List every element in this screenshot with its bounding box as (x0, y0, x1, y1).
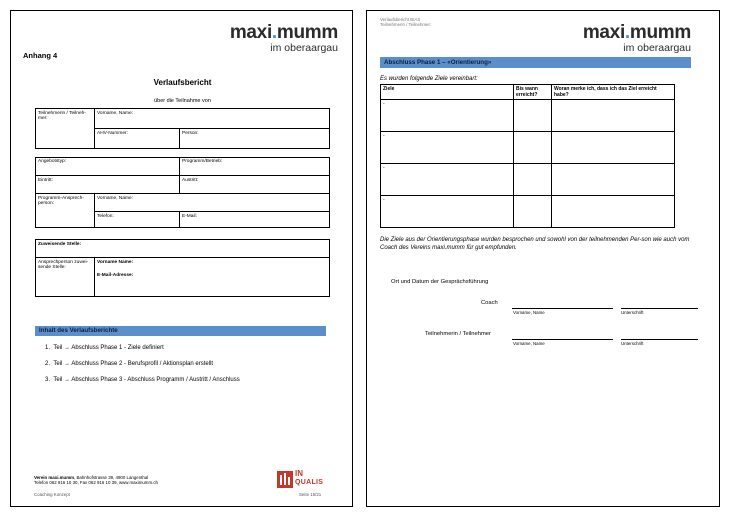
coach-signature-line[interactable] (621, 308, 698, 309)
criteria-cell[interactable] (552, 164, 675, 196)
ahv-number-label: AHV-Nummer: (97, 131, 128, 136)
agreement-statement: Die Ziele aus der Orientierungsphase wurden besprochen und sowohl von der teilnehmenden Per-son wie auch vom Coach des Vereins maxi.mumm für gut empfunden. (380, 237, 690, 251)
document-page-1 (10, 10, 353, 507)
coach-name-line[interactable] (512, 308, 613, 309)
participant-name-line[interactable] (512, 339, 613, 340)
goal-cell[interactable]: - (381, 100, 514, 132)
column-header-deadline: Bis wann erreicht? (514, 85, 552, 100)
contents-item: 3. Teil → Abschluss Phase 3 - Abschluss Programm / Austritt / Anschluss (45, 377, 240, 383)
goal-cell[interactable]: - (381, 196, 514, 228)
goal-cell[interactable]: - (381, 164, 514, 196)
email-label: E-Mail: (182, 214, 197, 219)
document-subtitle: über die Teilnahme von (154, 98, 211, 104)
goal-cell[interactable]: - (381, 132, 514, 164)
participant-name-label: Vorname, Name: (97, 111, 133, 116)
deadline-cell[interactable] (514, 164, 552, 196)
deadline-cell[interactable] (514, 100, 552, 132)
contents-list (45, 345, 240, 393)
column-header-goals: Ziele (381, 85, 514, 100)
maximumm-logo: maxi.mumm im oberaargau (229, 22, 338, 54)
contents-item: 2. Teil → Abschluss Phase 2 - Berufsprofil / Aktionsplan erstellt (45, 361, 214, 367)
participant-label: Teilnehmerin / Teilneh-mer: (38, 111, 86, 122)
referrer-contact-label: Ansprechperson zuwei-sende Stelle: (38, 260, 89, 271)
goals-table (380, 84, 675, 228)
coach-signature-caption: Unterschrift (621, 310, 644, 315)
criteria-cell[interactable] (552, 132, 675, 164)
criteria-cell[interactable] (552, 196, 675, 228)
footer-concept: Coaching Konzept (34, 492, 70, 497)
footer-page-number: Seite 15/21 (299, 492, 322, 497)
participant-signature-caption: Unterschrift (621, 341, 644, 346)
goals-table-header (381, 85, 675, 100)
phase-1-header: Abschluss Phase 1 – «Orientierung» (380, 57, 691, 68)
program-contact-label: Programm-Ansprech-person: (38, 196, 84, 207)
entry-label: Eintritt: (38, 178, 53, 183)
maximumm-logo: maxi.mumm im oberaargau (582, 22, 691, 54)
inqualis-logo-mark (277, 471, 293, 488)
deadline-cell[interactable] (514, 132, 552, 164)
contents-item: 1. Teil → Abschluss Phase 1 - Ziele definiert (45, 345, 164, 351)
goals-intro: Es wurden folgende Ziele vereinbart: (380, 76, 478, 82)
place-date-label: Ort und Datum der Gesprächsführung (391, 279, 489, 285)
referrer-label: Zuweisende Stelle: (38, 242, 82, 247)
referrer-name-label: Vorname Name: (97, 260, 134, 265)
criteria-cell[interactable] (552, 100, 675, 132)
document-page-2 (366, 10, 720, 507)
phone-label: Telefon: (97, 214, 114, 219)
running-header: Verlaufsbericht BIAS Teilnehmerin / Teilnehmer: (380, 17, 432, 28)
annex-label: Anhang 4 (23, 51, 58, 60)
offer-type-label: Angebotstyp: (38, 159, 67, 164)
participant-signature-label: Teilnehmerin / Teilnehmer (425, 331, 491, 337)
coach-label: Coach (481, 300, 498, 306)
participant-name-caption: Vorname, Name (513, 341, 545, 346)
document-title: Verlaufsbericht (153, 78, 212, 87)
column-header-criteria: Woran merke ich, dass ich das Ziel erreicht habe? (552, 85, 675, 100)
participant-signature-line[interactable] (621, 339, 698, 340)
deadline-cell[interactable] (514, 196, 552, 228)
table-row (381, 196, 675, 228)
table-row (381, 132, 675, 164)
inqualis-badge: IN QUALIS (277, 468, 331, 490)
program-label: Programm/Betrieb: (182, 159, 223, 164)
contents-header: Inhalt des Verlaufsberichte (35, 326, 326, 336)
table-row (381, 164, 675, 196)
exit-label: Austritt: (182, 178, 199, 183)
coach-name-caption: Vorname, Name (513, 310, 545, 315)
footer-address: Verein maxi.mumm, Bahnhofstrasse 39, 4900 Langenthal Telefon 062 916 10 30, Fax 062 916 10 39, www.maximumm.ch (34, 475, 158, 486)
person-label: Person: (182, 131, 199, 136)
referrer-email-label: E-Mail-Adresse: (97, 273, 134, 278)
table-row (381, 100, 675, 132)
program-contact-name-label: Vorname, Name: (97, 196, 133, 201)
